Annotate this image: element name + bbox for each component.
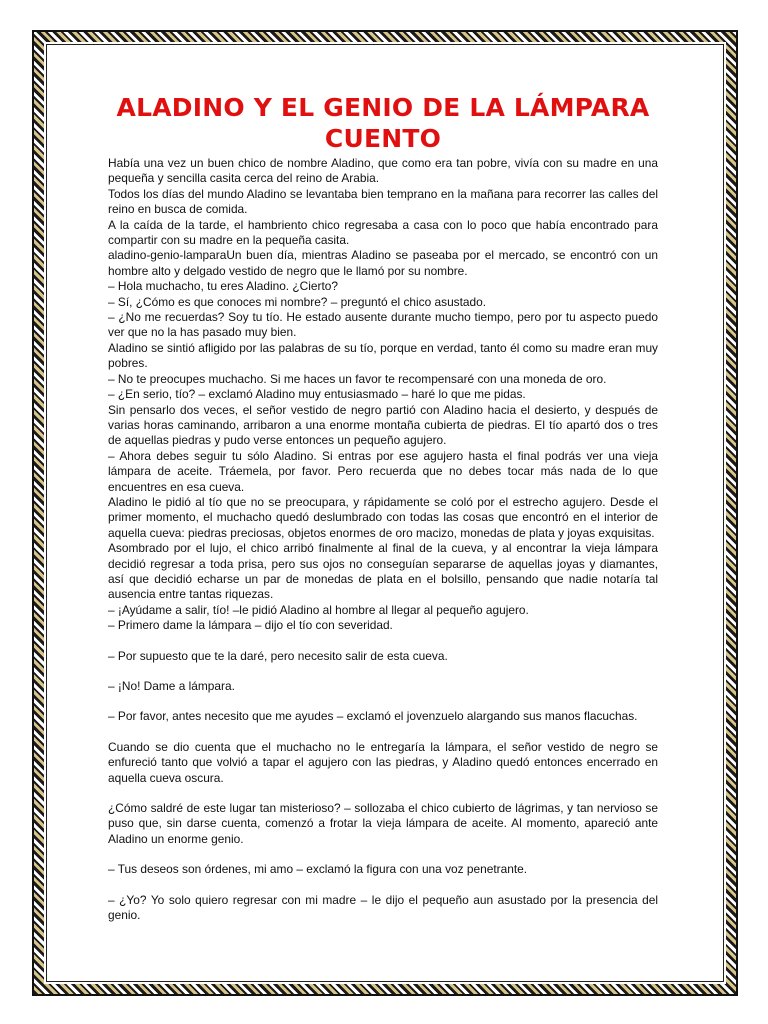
dialogue-line: – Por favor, antes necesito que me ayudes – exclamó el jovenzuelo alargando sus manos flacuchas. [108, 709, 638, 724]
paragraph: Aladino le pidió al tío que no se preocupara, y rápidamente se coló por el estrecho agujero. Desde el primer momento, el muchacho quedó deslumbrado con todas las cosas que encontró en el interior de aquella cueva: piedras preciosas, objetos enormes de oro macizo, monedas de plata y joyas exquisitas. [108, 494, 658, 540]
paragraph: aladino-genio-lamparaUn buen día, mientras Aladino se paseaba por el mercado, se encontró con un hombre alto y delgado vestido de negro que le llamó por su nombre. [108, 248, 658, 278]
dialogue-line: – Sí, ¿Cómo es que conoces mi nombre? – preguntó el chico asustado. [108, 294, 487, 309]
paragraph: Todos los días del mundo Aladino se levantaba bien temprano en la mañana para recorrer las calles del reino en busca de comida. [108, 186, 658, 217]
dialogue-line: – ¿En serio, tío? – exclamó Aladino muy entusiasmado – haré lo que me pidas. [108, 387, 526, 402]
dialogue-line: – Por supuesto que te la daré, pero necesito salir de esta cueva. [108, 648, 448, 663]
story-title: ALADINO Y EL GENIO DE LA LÁMPARA CUENTO [116, 93, 650, 153]
paragraph: Había una vez un buen chico de nombre Aladino, que como era tan pobre, vivía con su madre en una pequeña y sencilla casita cerca del reino de Arabia. [108, 156, 658, 186]
dialogue-line: – ¿No me recuerdas? Soy tu tío. He estado ausente durante mucho tiempo, pero por tu aspecto puedo ver que no la has pasado muy bien. [108, 310, 658, 340]
dialogue-line: – ¡Ayúdame a salir, tío! –le pidió Aladino al hombre al llegar al pequeño agujero. [108, 602, 529, 617]
paragraph: Sin pensarlo dos veces, el señor vestido de negro partió con Aladino hacia el desierto, y después de varias horas caminando, arribaron a una enorme montaña cubierta de piedras. El tío apartó dos o tres de aquellas piedras y pudo verse entonces un pequeño agujero. [108, 402, 658, 448]
paragraph: ¿Cómo saldré de este lugar tan misterioso? – sollozaba el chico cubierto de lágrimas, y tan nervioso se puso que, sin darse cuenta, comenzó a frotar la vieja lámpara de aceite. Al momento, apareció ante Aladino un enorme genio. [108, 801, 658, 846]
dialogue-line: – Tus deseos son órdenes, mi amo – exclamó la figura con una voz penetrante. [108, 862, 528, 877]
paragraph: Asombrado por el lujo, el chico arribó finalmente al final de la cueva, y al encontrar la vieja lámpara decidió regresar a toda prisa, pero sus ojos no conseguían separarse de aquellas joyas y diamantes, así que decidió echarse un par de monedas de plata en el bolsillo, pensando que nadie notaría tal ausencia entre tantas riquezas. [108, 541, 658, 602]
paragraph: Cuando se dio cuenta que el muchacho no le entregaría la lámpara, el señor vestido de negro se enfureció tanto que volvió a tapar el agujero con las piedras, y Aladino quedó entonces encerrado en aquella cueva oscura. [108, 739, 658, 785]
dialogue-line: – ¡No! Dame a lámpara. [108, 679, 235, 693]
story-content [108, 92, 658, 923]
dialogue-line: – Ahora debes seguir tu sólo Aladino. Si entras por ese agujero hasta el final podrás ver una vieja lámpara de aceite. Tráemela, por favor. Pero recuerda que no debes tocar más nada de lo que encuentres en esa cueva. [108, 448, 658, 494]
dialogue-line: – Hola muchacho, tu eres Aladino. ¿Cierto? [108, 279, 339, 294]
dialogue-line: – ¿Yo? Yo solo quiero regresar con mi madre – le dijo el pequeño aun asustado por la presencia del genio. [108, 892, 658, 923]
paragraph: Aladino se sintió afligido por las palabras de su tío, porque en verdad, tanto él como su madre eran muy pobres. [108, 340, 658, 371]
dialogue-line: – Primero dame la lámpara – dijo el tío con severidad. [108, 618, 393, 633]
story-body [108, 156, 658, 923]
dialogue-line: – No te preocupes muchacho. Si me haces un favor te recompensaré con una moneda de oro. [108, 371, 607, 386]
paragraph: A la caída de la tarde, el hambriento chico regresaba a casa con lo poco que había encontrado para compartir con su madre en la pequeña casita. [108, 217, 658, 248]
